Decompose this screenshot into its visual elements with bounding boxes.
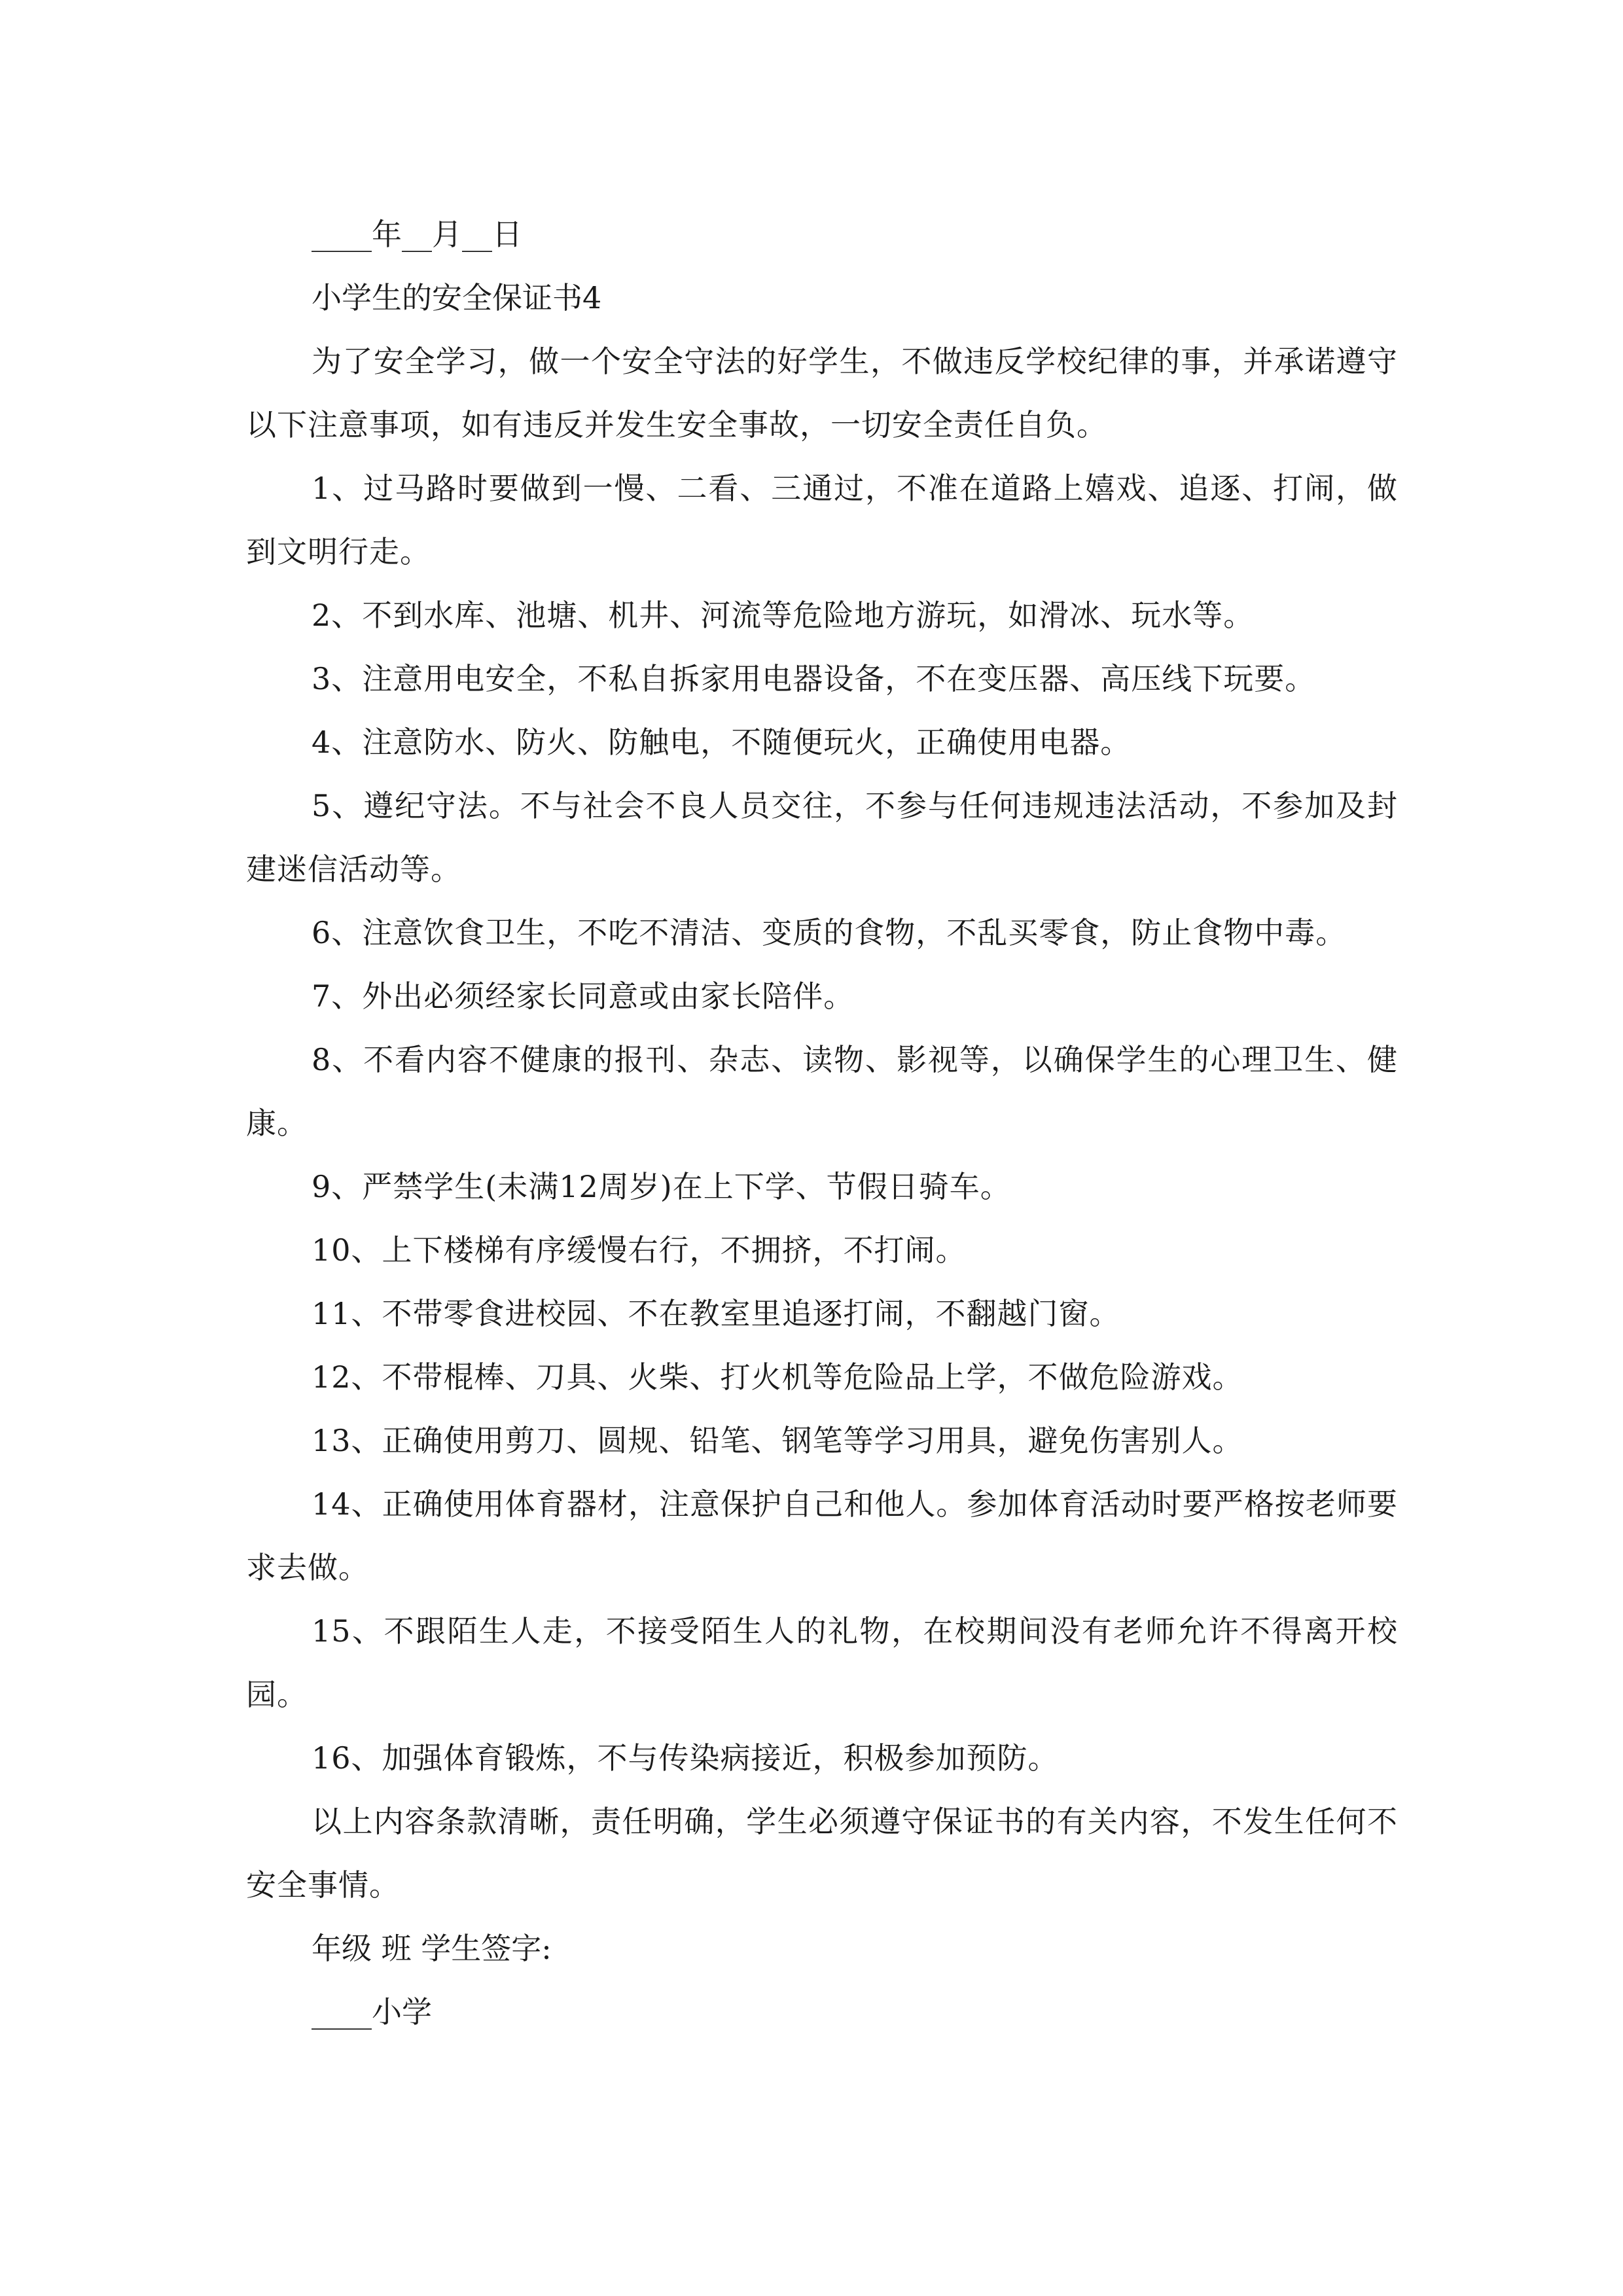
document-title: 小学生的安全保证书4 [312, 280, 602, 315]
document-body [246, 203, 1398, 2044]
school-line: ____小学 [312, 1994, 432, 2030]
rule-item: 6、注意饮食卫生，不吃不清洁、变质的食物，不乱买零食，防止食物中毒。 [312, 915, 1347, 950]
rule-item: 11、不带零食进校园、不在教室里追逐打闹，不翻越门窗。 [312, 1296, 1120, 1331]
rule-item: 1、过马路时要做到一慢、二看、三通过，不准在道路上嬉戏、追逐、打闹，做到文明行走。 [246, 471, 1398, 569]
signature-line: 年级 班 学生签字: [312, 1931, 552, 1966]
closing-paragraph: 以上内容条款清晰，责任明确，学生必须遵守保证书的有关内容，不发生任何不安全事情。 [246, 1804, 1398, 1903]
date-line: ____年__月__日 [312, 217, 522, 252]
intro-paragraph: 为了安全学习，做一个安全守法的好学生，不做违反学校纪律的事，并承诺遵守以下注意事项，如有违反并发生安全事故，一切安全责任自负。 [246, 344, 1398, 442]
rule-item: 13、正确使用剪刀、圆规、铅笔、钢笔等学习用具，避免伤害别人。 [312, 1423, 1243, 1458]
rule-item: 8、不看内容不健康的报刊、杂志、读物、影视等，以确保学生的心理卫生、健康。 [246, 1042, 1398, 1141]
rule-item: 10、上下楼梯有序缓慢右行，不拥挤，不打闹。 [312, 1232, 967, 1268]
rule-item: 3、注意用电安全，不私自拆家用电器设备，不在变压器、高压线下玩要。 [312, 661, 1316, 696]
rule-item: 4、注意防水、防火、防触电，不随便玩火，正确使用电器。 [312, 725, 1132, 760]
rule-item: 5、遵纪守法。不与社会不良人员交往，不参与任何违规违法活动，不参加及封建迷信活动等。 [246, 788, 1398, 887]
rule-item: 14、正确使用体育器材，注意保护自己和他人。参加体育活动时要严格按老师要求去做。 [246, 1486, 1398, 1585]
rule-item: 2、不到水库、池塘、机井、河流等危险地方游玩，如滑冰、玩水等。 [312, 598, 1255, 633]
rule-item: 12、不带棍棒、刀具、火柴、打火机等危险品上学，不做危险游戏。 [312, 1359, 1243, 1395]
rule-item: 15、不跟陌生人走，不接受陌生人的礼物，在校期间没有老师允许不得离开校园。 [246, 1613, 1398, 1712]
rule-item: 16、加强体育锻炼，不与传染病接近，积极参加预防。 [312, 1740, 1059, 1776]
rule-item: 9、严禁学生(未满12周岁)在上下学、节假日骑车。 [312, 1169, 1011, 1204]
rule-item: 7、外出必须经家长同意或由家长陪伴。 [312, 978, 855, 1014]
